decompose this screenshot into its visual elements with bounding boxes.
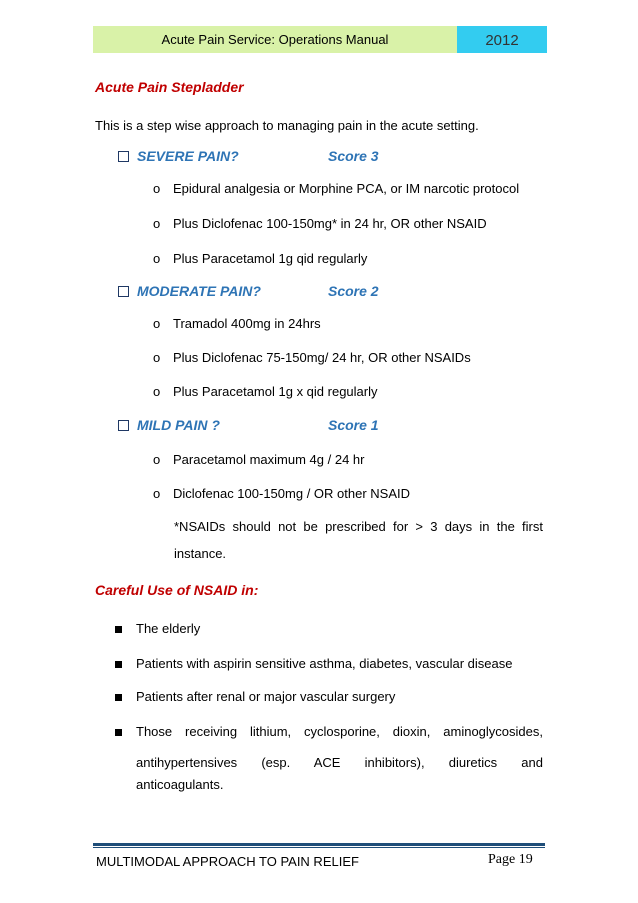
- page-number: Page 19: [488, 852, 533, 867]
- circle-bullet-icon: o: [153, 316, 161, 331]
- checkbox-icon: [118, 151, 129, 162]
- footer-title: MULTIMODAL APPROACH TO PAIN RELIEF: [96, 854, 359, 869]
- careful-long-line-1: Those receiving lithium, cyclosporine, dioxin, aminoglycosides,: [136, 724, 543, 739]
- page-header: [93, 26, 547, 53]
- header-title: Acute Pain Service: Operations Manual: [93, 26, 457, 53]
- list-item: o Plus Diclofenac 75-150mg/ 24 hr, OR other NSAIDs: [153, 350, 471, 365]
- list-item: o Epidural analgesia or Morphine PCA, or IM narcotic protocol: [153, 181, 520, 196]
- careful-title: Careful Use of NSAID in:: [95, 582, 259, 598]
- mild-pain-heading: [118, 417, 379, 433]
- mild-pain-label: MILD PAIN ?: [137, 417, 220, 433]
- circle-bullet-icon: o: [153, 452, 161, 467]
- moderate-pain-score: Score 2: [328, 283, 379, 299]
- mild-pain-score: Score 1: [328, 417, 379, 433]
- square-bullet-icon: [115, 694, 122, 701]
- circle-bullet-icon: o: [153, 350, 161, 365]
- severe-pain-heading: [118, 148, 379, 164]
- list-item: o Plus Diclofenac 100-150mg* in 24 hr, OR other NSAID: [153, 216, 487, 231]
- nsaid-note-end: instance.: [174, 546, 227, 561]
- nsaid-note: *NSAIDs should not be prescribed for > 3 days in the first: [174, 519, 543, 534]
- moderate-pain-heading: [118, 283, 379, 299]
- list-item: o Plus Paracetamol 1g qid regularly: [153, 251, 368, 266]
- intro-paragraph: This is a step wise approach to managing pain in the acute setting.: [95, 118, 479, 133]
- circle-bullet-icon: o: [153, 384, 161, 399]
- list-item: o Tramadol 400mg in 24hrs: [153, 316, 321, 331]
- square-bullet-icon: [115, 626, 122, 633]
- checkbox-icon: [118, 286, 129, 297]
- section-title: Acute Pain Stepladder: [95, 79, 244, 95]
- moderate-pain-label: MODERATE PAIN?: [137, 283, 261, 299]
- square-bullet-icon: [115, 729, 122, 736]
- checkbox-icon: [118, 420, 129, 431]
- circle-bullet-icon: o: [153, 486, 161, 501]
- severe-pain-score: Score 3: [328, 148, 379, 164]
- severe-pain-label: SEVERE PAIN?: [137, 148, 239, 164]
- list-item: o Plus Paracetamol 1g x qid regularly: [153, 384, 378, 399]
- square-bullet-icon: [115, 661, 122, 668]
- circle-bullet-icon: o: [153, 251, 161, 266]
- circle-bullet-icon: o: [153, 181, 161, 196]
- circle-bullet-icon: o: [153, 216, 161, 231]
- footer-divider: [93, 843, 545, 846]
- list-item: o Paracetamol maximum 4g / 24 hr: [153, 452, 365, 467]
- footer-divider-thin: [93, 847, 545, 848]
- careful-long-line-2: antihypertensives (esp. ACE inhibitors), diuretics and: [136, 755, 543, 770]
- careful-long-line-3: anticoagulants.: [136, 777, 224, 792]
- header-year: 2012: [457, 26, 547, 53]
- list-item: o Diclofenac 100-150mg / OR other NSAID: [153, 486, 410, 501]
